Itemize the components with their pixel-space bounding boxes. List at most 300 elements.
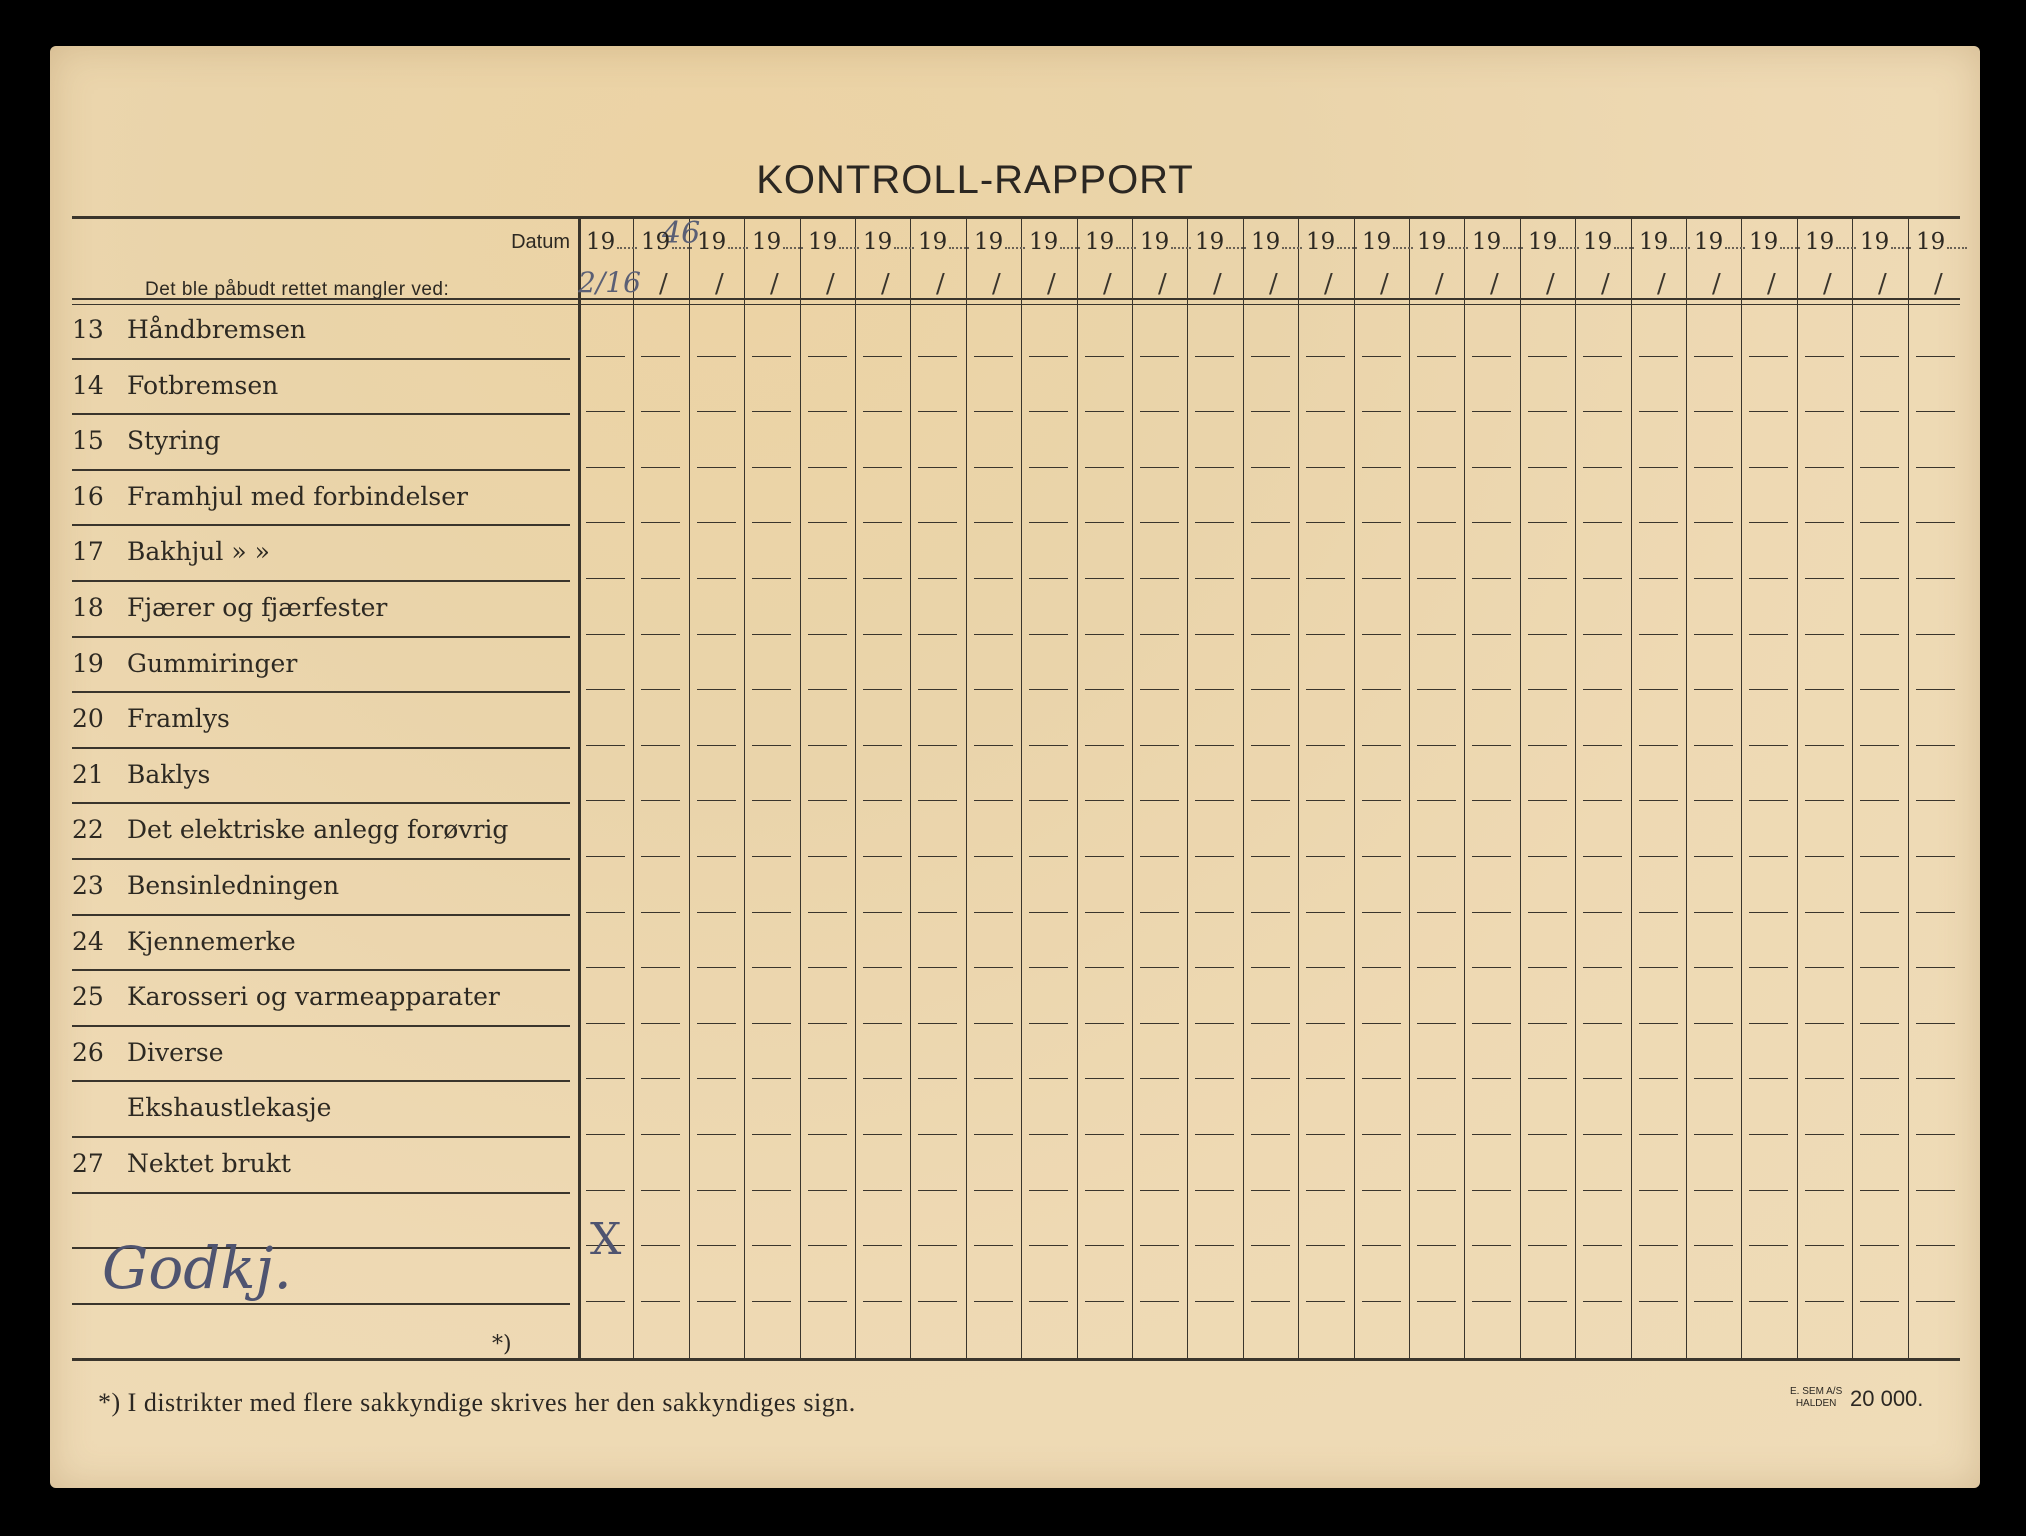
cell-rule (1251, 467, 1290, 468)
cell-rule (641, 1245, 680, 1246)
cell-rule (808, 689, 847, 690)
cell-rule (808, 967, 847, 968)
year-blank (1836, 247, 1856, 249)
cell-rule (1528, 745, 1567, 746)
cell-rule (1417, 411, 1456, 412)
cell-rule (1916, 634, 1955, 635)
cell-rule (1417, 356, 1456, 357)
cell-rule (1140, 1245, 1179, 1246)
cell-rule (1472, 856, 1511, 857)
cell-rule (1805, 522, 1844, 523)
cell-rule (1417, 467, 1456, 468)
cell-rule (1528, 689, 1567, 690)
cell-rule (1694, 522, 1733, 523)
date-separator: / (936, 269, 945, 299)
cell-rule (1306, 411, 1345, 412)
cell-rule (1805, 800, 1844, 801)
date-column-divider (1187, 218, 1188, 1358)
cell-rule (752, 1078, 791, 1079)
date-separator: / (1103, 269, 1112, 299)
date-column-divider (689, 218, 690, 1358)
date-separator: / (1823, 269, 1832, 299)
cell-rule (1306, 578, 1345, 579)
cell-rule (1860, 689, 1899, 690)
date-column-year (1195, 229, 1246, 255)
cell-rule (863, 411, 902, 412)
signature-marker: *) (492, 1332, 512, 1357)
cell-rule (974, 411, 1013, 412)
cell-rule (1195, 578, 1234, 579)
cell-rule (1639, 1078, 1678, 1079)
cell-rule (918, 745, 957, 746)
year-blank (1891, 247, 1911, 249)
year-prefix: 19 (808, 229, 838, 255)
cell-rule (586, 967, 625, 968)
row-number: 13 (72, 315, 104, 344)
cell-rule (863, 745, 902, 746)
cell-rule (918, 1190, 957, 1191)
date-separator: / (1546, 269, 1555, 299)
cell-rule (1085, 1190, 1124, 1191)
year-blank (617, 247, 637, 249)
date-column-year (1251, 229, 1302, 255)
cell-rule (1195, 1245, 1234, 1246)
cell-rule (1749, 1078, 1788, 1079)
cell-rule (1085, 356, 1124, 357)
year-prefix: 19 (752, 229, 782, 255)
date-column-year (1916, 229, 1967, 255)
cell-rule (1029, 856, 1068, 857)
cell-rule (697, 522, 736, 523)
cell-rule (1472, 1245, 1511, 1246)
cell-rule (586, 800, 625, 801)
cell-rule (863, 1301, 902, 1302)
cell-rule (1251, 1301, 1290, 1302)
cell-rule (1805, 967, 1844, 968)
cell-rule (974, 1134, 1013, 1135)
cell-rule (1195, 1023, 1234, 1024)
date-column-year (1417, 229, 1468, 255)
cell-rule (641, 411, 680, 412)
cell-rule (1583, 578, 1622, 579)
year-blank (894, 247, 914, 249)
year-blank (1116, 247, 1136, 249)
date-separator: / (1435, 269, 1444, 299)
edition-number: 20 000. (1850, 1386, 1924, 1411)
checklist-row (72, 1138, 291, 1190)
cell-rule (918, 967, 957, 968)
cell-rule (586, 745, 625, 746)
cell-rule (1694, 800, 1733, 801)
cell-rule (641, 1134, 680, 1135)
cell-rule (1916, 856, 1955, 857)
cell-rule (586, 1078, 625, 1079)
year-prefix: 19 (1639, 229, 1669, 255)
checklist-row (72, 1082, 331, 1134)
cell-rule (1362, 634, 1401, 635)
date-column-year (586, 229, 637, 255)
cell-rule (1417, 1078, 1456, 1079)
cell-rule (863, 522, 902, 523)
cell-rule (1805, 578, 1844, 579)
cell-rule (1805, 856, 1844, 857)
checklist-row (72, 526, 270, 578)
cell-rule (697, 1301, 736, 1302)
cell-rule (1195, 467, 1234, 468)
cell-rule (1749, 1245, 1788, 1246)
year-prefix: 19 (1916, 229, 1946, 255)
cell-rule (1805, 467, 1844, 468)
year-prefix: 19 (1251, 229, 1281, 255)
cell-rule (1140, 745, 1179, 746)
cell-rule (808, 1301, 847, 1302)
cell-rule (697, 745, 736, 746)
cell-rule (1694, 912, 1733, 913)
cell-rule (1251, 1245, 1290, 1246)
cell-rule (1472, 522, 1511, 523)
cell-rule (974, 1301, 1013, 1302)
date-separator: / (1324, 269, 1333, 299)
cell-rule (641, 745, 680, 746)
date-column-divider (800, 218, 801, 1358)
row-number: 20 (72, 704, 104, 733)
cell-rule (1140, 856, 1179, 857)
cell-rule (1916, 578, 1955, 579)
cell-rule (1362, 356, 1401, 357)
cell-rule (1306, 1301, 1345, 1302)
cell-rule (1805, 1301, 1844, 1302)
cell-rule (752, 467, 791, 468)
cell-rule (1306, 1134, 1345, 1135)
date-column-divider (1741, 218, 1742, 1358)
cell-rule (1749, 522, 1788, 523)
date-column-divider (1908, 218, 1909, 1358)
cell-rule (641, 522, 680, 523)
cell-rule (1306, 634, 1345, 635)
cell-rule (1085, 578, 1124, 579)
cell-rule (1472, 411, 1511, 412)
cell-rule (974, 522, 1013, 523)
cell-rule (1085, 1023, 1124, 1024)
cell-rule (697, 800, 736, 801)
cell-rule (1251, 912, 1290, 913)
cell-rule (808, 411, 847, 412)
cell-rule (1860, 1023, 1899, 1024)
cell-rule (1639, 745, 1678, 746)
cell-rule (1362, 967, 1401, 968)
cell-rule (1306, 1078, 1345, 1079)
date-separator: / (770, 269, 779, 299)
cell-rule (1417, 578, 1456, 579)
cell-rule (1417, 1190, 1456, 1191)
cell-rule (1472, 1134, 1511, 1135)
handwritten-date: 2/16 (578, 266, 641, 299)
cell-rule (1085, 411, 1124, 412)
cell-rule (808, 356, 847, 357)
cell-rule (1528, 634, 1567, 635)
cell-rule (1860, 1245, 1899, 1246)
date-column-divider (1631, 218, 1632, 1358)
cell-rule (1472, 800, 1511, 801)
date-separator: / (1934, 269, 1943, 299)
cell-rule (1805, 745, 1844, 746)
row-number: 24 (72, 927, 104, 956)
cell-rule (1306, 522, 1345, 523)
cell-rule (918, 800, 957, 801)
cell-rule (1583, 1078, 1622, 1079)
cell-rule (697, 1023, 736, 1024)
cell-rule (1085, 1245, 1124, 1246)
cell-rule (863, 967, 902, 968)
datum-label: Datum (511, 231, 570, 253)
cell-rule (1583, 967, 1622, 968)
cell-rule (1694, 1023, 1733, 1024)
cell-rule (752, 1245, 791, 1246)
cell-rule (1860, 467, 1899, 468)
checklist-row (72, 971, 500, 1023)
year-prefix: 19 (1195, 229, 1225, 255)
cell-rule (1694, 745, 1733, 746)
date-column-divider (1243, 218, 1244, 1358)
footnote: *) I distrikter med flere sakkyndige skrives her den sakkyndiges sign. (98, 1388, 856, 1417)
cell-rule (1639, 912, 1678, 913)
cell-rule (863, 634, 902, 635)
date-separator: / (659, 269, 668, 299)
cell-rule (1417, 800, 1456, 801)
cell-rule (586, 356, 625, 357)
cell-rule (1362, 411, 1401, 412)
cell-rule (1251, 800, 1290, 801)
cell-rule (863, 467, 902, 468)
year-blank (1393, 247, 1413, 249)
cell-rule (1085, 1134, 1124, 1135)
cell-rule (1251, 1078, 1290, 1079)
year-blank (672, 247, 692, 249)
cell-rule (1583, 467, 1622, 468)
cell-rule (641, 467, 680, 468)
year-prefix: 19 (1860, 229, 1890, 255)
row-number: 27 (72, 1149, 104, 1178)
cell-rule (1140, 967, 1179, 968)
date-column-divider (1298, 218, 1299, 1358)
report-grid (50, 46, 1980, 1488)
cell-rule (808, 1245, 847, 1246)
cell-rule (1639, 411, 1678, 412)
cell-rule (1140, 411, 1179, 412)
cell-rule (752, 578, 791, 579)
row-rule-label (72, 1192, 570, 1194)
cell-rule (1029, 967, 1068, 968)
cell-rule (1916, 1190, 1955, 1191)
cell-rule (1639, 522, 1678, 523)
cell-rule (1362, 1134, 1401, 1135)
cell-rule (1805, 912, 1844, 913)
cell-rule (1694, 967, 1733, 968)
cell-rule (1251, 745, 1290, 746)
cell-rule (1860, 1078, 1899, 1079)
cell-rule (1694, 578, 1733, 579)
cell-rule (1694, 1245, 1733, 1246)
cell-rule (1251, 411, 1290, 412)
date-column-divider (910, 218, 911, 1358)
cell-rule (1805, 356, 1844, 357)
cell-rule (918, 634, 957, 635)
date-column-divider (1575, 218, 1576, 1358)
cell-rule (1639, 1190, 1678, 1191)
cell-rule (1583, 1023, 1622, 1024)
cell-rule (1528, 1190, 1567, 1191)
date-separator: / (715, 269, 724, 299)
cell-rule (1583, 689, 1622, 690)
cell-rule (1805, 634, 1844, 635)
cell-rule (1362, 745, 1401, 746)
cell-rule (974, 800, 1013, 801)
grid-bottom-rule (72, 1358, 1960, 1361)
cell-rule (697, 856, 736, 857)
cell-rule (1860, 745, 1899, 746)
cell-rule (1085, 689, 1124, 690)
cell-rule (974, 578, 1013, 579)
cell-rule (1528, 467, 1567, 468)
cell-rule (863, 1134, 902, 1135)
date-column-year (1749, 229, 1800, 255)
cell-rule (1860, 967, 1899, 968)
cell-rule (641, 1078, 680, 1079)
cell-rule (697, 1190, 736, 1191)
cell-rule (863, 800, 902, 801)
cell-rule (1749, 356, 1788, 357)
cell-rule (1694, 1190, 1733, 1191)
cell-rule (1583, 1134, 1622, 1135)
cell-rule (1029, 578, 1068, 579)
year-blank (1559, 247, 1579, 249)
year-prefix: 19 (1306, 229, 1336, 255)
cell-rule (1472, 912, 1511, 913)
cell-rule (641, 1301, 680, 1302)
handwritten-x-mark: X (590, 1214, 622, 1265)
cell-rule (918, 467, 957, 468)
cell-rule (1306, 912, 1345, 913)
row-label: Diverse (127, 1038, 224, 1067)
cell-rule (697, 411, 736, 412)
year-blank (1670, 247, 1690, 249)
cell-rule (1528, 1245, 1567, 1246)
cell-rule (1528, 522, 1567, 523)
cell-rule (1029, 634, 1068, 635)
cell-rule (1029, 745, 1068, 746)
cell-rule (1528, 912, 1567, 913)
year-blank (1005, 247, 1025, 249)
cell-rule (1472, 356, 1511, 357)
cell-rule (1085, 856, 1124, 857)
year-blank (783, 247, 803, 249)
cell-rule (1417, 856, 1456, 857)
cell-rule (1362, 800, 1401, 801)
cell-rule (1472, 689, 1511, 690)
row-number: 22 (72, 815, 104, 844)
cell-rule (863, 689, 902, 690)
cell-rule (974, 1190, 1013, 1191)
row-label: Håndbremsen (127, 315, 306, 344)
cell-rule (808, 1190, 847, 1191)
printer-line: E. SEM A/S (1790, 1386, 1843, 1397)
cell-rule (1860, 800, 1899, 801)
year-prefix: 19 (1805, 229, 1835, 255)
row-label: Nektet brukt (127, 1149, 291, 1178)
cell-rule (1472, 578, 1511, 579)
cell-rule (1916, 800, 1955, 801)
cell-rule (808, 467, 847, 468)
cell-rule (752, 912, 791, 913)
date-column-year (1306, 229, 1357, 255)
cell-rule (586, 1023, 625, 1024)
date-column-year (974, 229, 1025, 255)
year-prefix: 19 (918, 229, 948, 255)
cell-rule (1306, 967, 1345, 968)
cell-rule (1805, 1134, 1844, 1135)
date-separator: / (1712, 269, 1721, 299)
cell-rule (1251, 1134, 1290, 1135)
cell-rule (586, 578, 625, 579)
cell-rule (918, 1245, 957, 1246)
cell-rule (1140, 634, 1179, 635)
cell-rule (974, 1245, 1013, 1246)
date-column-divider (1409, 218, 1410, 1358)
cell-rule (1417, 634, 1456, 635)
header-top-rule (72, 216, 1960, 219)
cell-rule (752, 356, 791, 357)
cell-rule (1860, 1190, 1899, 1191)
date-separator: / (881, 269, 890, 299)
cell-rule (1749, 411, 1788, 412)
date-separator: / (1657, 269, 1666, 299)
cell-rule (1306, 1245, 1345, 1246)
date-separator: / (1767, 269, 1776, 299)
cell-rule (918, 578, 957, 579)
cell-rule (1085, 634, 1124, 635)
cell-rule (1805, 689, 1844, 690)
cell-rule (1805, 1245, 1844, 1246)
row-rule-label (72, 1303, 570, 1305)
date-separator: / (1269, 269, 1278, 299)
cell-rule (1085, 1078, 1124, 1079)
cell-rule (1195, 912, 1234, 913)
date-column-year (1029, 229, 1080, 255)
row-label: Framhjul med forbindelser (127, 482, 468, 511)
cell-rule (974, 856, 1013, 857)
cell-rule (1140, 356, 1179, 357)
cell-rule (586, 411, 625, 412)
year-blank (1282, 247, 1302, 249)
cell-rule (1528, 856, 1567, 857)
cell-rule (1362, 578, 1401, 579)
cell-rule (752, 745, 791, 746)
row-number: 18 (72, 593, 104, 622)
cell-rule (1749, 1190, 1788, 1191)
cell-rule (918, 522, 957, 523)
date-column-divider (1077, 218, 1078, 1358)
checklist-row (72, 582, 387, 634)
row-label: Gummiringer (127, 649, 298, 678)
cell-rule (1417, 1134, 1456, 1135)
cell-rule (1694, 1301, 1733, 1302)
cell-rule (1140, 1078, 1179, 1079)
cell-rule (918, 1134, 957, 1135)
cell-rule (586, 912, 625, 913)
row-number: 17 (72, 537, 104, 566)
cell-rule (1860, 1134, 1899, 1135)
year-prefix: 19 (586, 229, 616, 255)
